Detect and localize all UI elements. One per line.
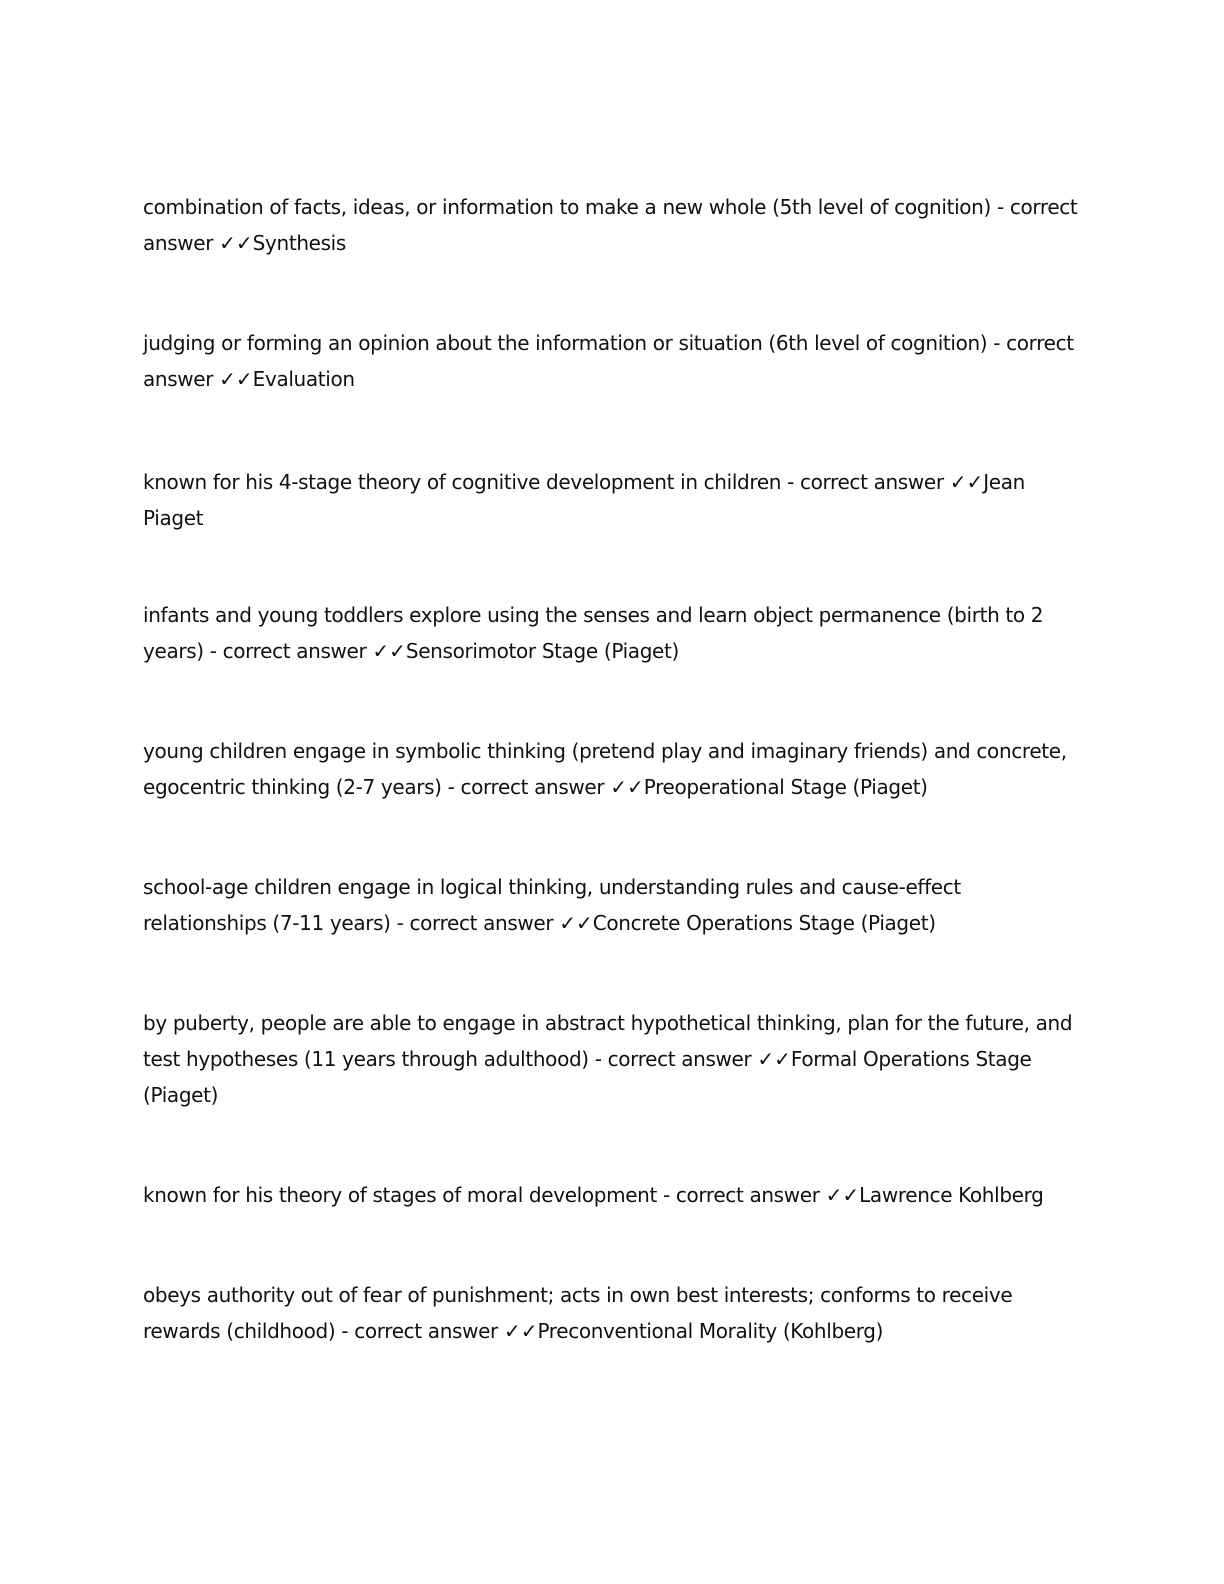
question-text: combination of facts, ideas, or information to make a new whole (5th level of cognition) - correct answer: [143, 195, 1078, 255]
answer-text: Sensorimotor Stage (Piaget): [405, 639, 679, 663]
answer-text: Formal Operations Stage (Piaget): [143, 1047, 1032, 1107]
flashcard-entry-evaluation: [143, 325, 1083, 397]
answer-text: Synthesis: [252, 231, 346, 255]
answer-text: Preoperational Stage (Piaget): [643, 775, 928, 799]
question-text: judging or forming an opinion about the information or situation (6th level of cognition) - correct answer: [143, 331, 1074, 391]
question-text: obeys authority out of fear of punishment; acts in own best interests; conforms to receive rewards (childhood) - correct answer: [143, 1283, 1013, 1343]
double-check-icon: ✓✓: [949, 470, 984, 494]
double-check-icon: ✓✓: [559, 911, 593, 935]
answer-text: Concrete Operations Stage (Piaget): [592, 911, 936, 935]
flashcard-entry-formal-operations: [143, 1005, 1083, 1113]
question-text: school-age children engage in logical thinking, understanding rules and cause-effect relationships (7-11 years) - correct answer: [143, 875, 961, 935]
answer-text: Jean Piaget: [143, 470, 1025, 530]
double-check-icon: ✓✓: [610, 775, 644, 799]
flashcard-entry-piaget: [143, 464, 1083, 536]
flashcard-entry-sensorimotor: [143, 597, 1083, 669]
flashcard-entry-synthesis: [143, 189, 1083, 261]
flashcard-entry-preconventional: [143, 1277, 1083, 1349]
question-text: known for his theory of stages of moral development - correct answer: [143, 1183, 826, 1207]
answer-text: Lawrence Kohlberg: [859, 1183, 1044, 1207]
double-check-icon: ✓✓: [757, 1047, 791, 1071]
question-text: by puberty, people are able to engage in abstract hypothetical thinking, plan for the future, and test hypotheses (11 years through adulthood) - correct answer: [143, 1011, 1073, 1071]
double-check-icon: ✓✓: [825, 1183, 860, 1207]
answer-text: Preconventional Morality (Kohlberg): [537, 1319, 884, 1343]
double-check-icon: ✓✓: [372, 639, 406, 663]
question-text: known for his 4-stage theory of cognitive development in children - correct answer: [143, 470, 950, 494]
double-check-icon: ✓✓: [503, 1319, 538, 1343]
question-text: infants and young toddlers explore using the senses and learn object permanence (birth to 2 years) - correct answer: [143, 603, 1044, 663]
answer-text: Evaluation: [252, 367, 355, 391]
flashcard-entry-concrete-operations: [143, 869, 1083, 941]
question-text: young children engage in symbolic thinking (pretend play and imaginary friends) and concrete, egocentric thinking (2-7 years) - correct answer: [143, 739, 1067, 799]
flashcard-entry-preoperational: [143, 733, 1083, 805]
double-check-icon: ✓✓: [219, 231, 253, 255]
double-check-icon: ✓✓: [219, 367, 253, 391]
flashcard-entry-kohlberg: [143, 1177, 1083, 1213]
